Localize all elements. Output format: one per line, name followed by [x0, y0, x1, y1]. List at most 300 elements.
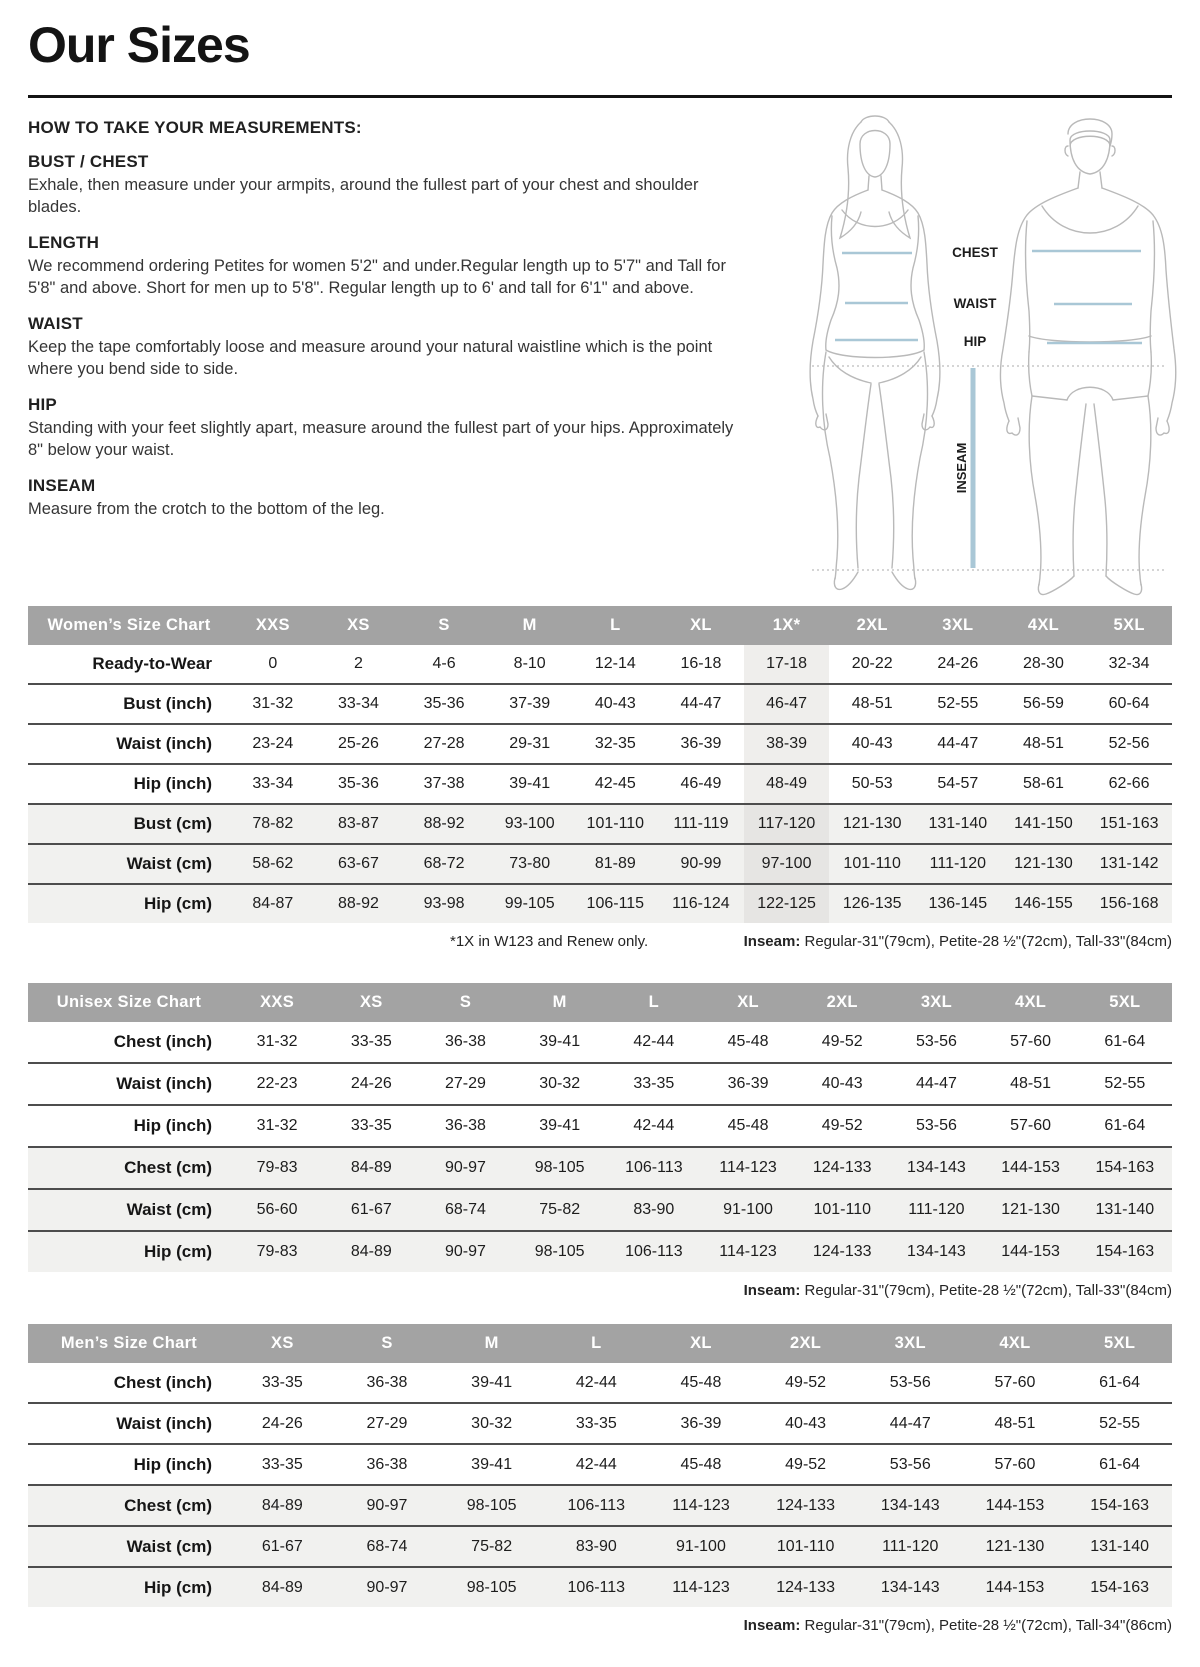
size-cell: 52-55: [1067, 1403, 1172, 1444]
size-cell: 61-64: [1099, 1373, 1141, 1391]
row-label: Chest (cm): [28, 1485, 230, 1526]
size-cell: 106-113: [607, 1147, 701, 1189]
size-cell: 17-18: [744, 645, 830, 684]
size-cell: 40-43: [573, 684, 659, 724]
size-cell: 61-64: [1078, 1105, 1172, 1147]
size-cell: 90-97: [418, 1231, 512, 1272]
size-cell: 40-43: [753, 1403, 858, 1444]
table-row: [28, 1403, 1172, 1444]
size-cell: 90-97: [335, 1567, 440, 1607]
column-header: XXS: [230, 606, 316, 645]
size-cell: 117-120: [744, 804, 830, 844]
size-cell: 68-74: [335, 1526, 440, 1567]
size-cell: 39-41: [439, 1444, 544, 1485]
size-cell: 30-32: [439, 1403, 544, 1444]
mens-table: [28, 1324, 1172, 1607]
column-header: 3XL: [889, 983, 983, 1022]
size-cell: 84-89: [324, 1147, 418, 1189]
size-cell: 68-72: [401, 844, 487, 884]
womens-table: [28, 606, 1172, 923]
column-header: XXS: [230, 983, 324, 1022]
size-cell: 33-34: [316, 684, 402, 724]
table-row: [28, 645, 1172, 684]
row-label: Hip (cm): [28, 1231, 230, 1272]
size-cell: 97-100: [744, 844, 830, 884]
size-cell: 124-133: [795, 1147, 889, 1189]
size-cell: 0: [268, 655, 278, 672]
page-title: Our Sizes: [28, 17, 250, 73]
table-row: [28, 724, 1172, 764]
size-cell: 101-110: [829, 844, 915, 884]
size-table-womens: [28, 606, 1172, 953]
size-cell: 40-43: [829, 724, 915, 764]
size-cell: 42-44: [607, 1105, 701, 1147]
column-header: 2XL: [829, 606, 915, 645]
table-row: [28, 1105, 1172, 1147]
column-header: 2XL: [753, 1324, 858, 1363]
size-cell: 57-60: [994, 1373, 1036, 1391]
section-length: [28, 233, 752, 300]
column-header: 5XL: [1078, 983, 1172, 1022]
size-cell: 38-39: [744, 724, 830, 764]
section-heading: HIP: [28, 394, 57, 414]
column-header: M: [513, 983, 607, 1022]
measurement-instructions: [28, 118, 752, 520]
column-header: S: [401, 606, 487, 645]
size-cell: 62-66: [1086, 764, 1172, 804]
size-cell: 88-92: [316, 884, 402, 923]
waist-label: WAIST: [953, 296, 997, 311]
size-cell: 75-82: [513, 1189, 607, 1231]
size-cell: 91-100: [649, 1526, 754, 1567]
size-cell: 114-123: [701, 1147, 795, 1189]
size-cell: 49-52: [795, 1105, 889, 1147]
size-cell: 84-89: [230, 1567, 335, 1607]
size-cell: 54-57: [915, 764, 1001, 804]
size-cell: 114-123: [701, 1231, 795, 1272]
size-table-mens: [28, 1324, 1172, 1637]
size-cell: 144-153: [963, 1485, 1068, 1526]
row-label: Chest (cm): [28, 1147, 230, 1189]
size-cell: 136-145: [915, 884, 1001, 923]
size-cell: 33-35: [544, 1403, 649, 1444]
size-cell: 53-56: [889, 1373, 931, 1391]
size-cell: 44-47: [915, 724, 1001, 764]
size-cell: 98-105: [439, 1567, 544, 1607]
footnote-inseam: [744, 1282, 1172, 1299]
row-label: Waist (cm): [28, 1526, 230, 1567]
size-cell: 33-35: [607, 1063, 701, 1105]
size-cell: 61-64: [1104, 1033, 1146, 1050]
footnote-row: [28, 933, 1172, 953]
size-cell: 45-48: [649, 1444, 754, 1485]
size-cell: 121-130: [1001, 844, 1087, 884]
size-cell: 37-38: [401, 764, 487, 804]
size-cell: 121-130: [984, 1189, 1078, 1231]
size-cell: 57-60: [963, 1444, 1068, 1485]
column-header: 4XL: [963, 1324, 1068, 1363]
section-inseam: [28, 476, 752, 521]
size-cell: 111-120: [889, 1189, 983, 1231]
size-cell: 46-49: [658, 764, 744, 804]
size-table-unisex: [28, 983, 1172, 1302]
footnote-row: [28, 1617, 1172, 1637]
section-body: Keep the tape comfortably loose and measure around your natural waistline which is the point where you bend side to side.: [28, 337, 713, 378]
section-heading: INSEAM: [28, 475, 96, 495]
size-cell: 98-105: [513, 1231, 607, 1272]
footnote-inseam-label: Inseam:: [743, 1282, 801, 1299]
size-cell: 12-14: [594, 655, 636, 672]
size-cell: 44-47: [858, 1403, 963, 1444]
size-cell: 131-140: [915, 804, 1001, 844]
size-cell: 124-133: [795, 1231, 889, 1272]
size-cell: 90-97: [335, 1485, 440, 1526]
column-header: XS: [316, 606, 402, 645]
size-cell: 106-113: [544, 1485, 649, 1526]
size-cell: 134-143: [889, 1231, 983, 1272]
footnote-row: [28, 1282, 1172, 1302]
size-cell: 36-39: [701, 1063, 795, 1105]
size-cell: 52-55: [1078, 1063, 1172, 1105]
size-cell: 36-38: [445, 1033, 486, 1050]
size-cell: 114-123: [649, 1485, 754, 1526]
size-cell: 36-38: [366, 1373, 408, 1391]
size-cell: 27-29: [418, 1063, 512, 1105]
size-cell: 53-56: [858, 1444, 963, 1485]
size-cell: 61-67: [230, 1526, 335, 1567]
size-cell: 36-39: [658, 724, 744, 764]
size-cell: 48-51: [1001, 724, 1087, 764]
size-cell: 39-41: [513, 1105, 607, 1147]
row-label: Waist (inch): [28, 1063, 230, 1105]
size-cell: 154-163: [1078, 1231, 1172, 1272]
table-row: [28, 844, 1172, 884]
size-cell: 68-74: [418, 1189, 512, 1231]
woman-figure: [810, 116, 940, 589]
size-cell: 48-51: [829, 684, 915, 724]
column-header: L: [544, 1324, 649, 1363]
size-cell: 49-52: [821, 1033, 863, 1050]
column-header: L: [573, 606, 659, 645]
row-label: Bust (inch): [28, 684, 230, 724]
size-cell: 111-120: [858, 1526, 963, 1567]
size-cell: 83-90: [607, 1189, 701, 1231]
size-cell: 56-59: [1001, 684, 1087, 724]
size-cell: 24-26: [937, 655, 979, 672]
size-cell: 36-38: [335, 1444, 440, 1485]
size-cell: 134-143: [889, 1147, 983, 1189]
table-row: [28, 1189, 1172, 1231]
size-cell: 27-28: [401, 724, 487, 764]
size-cell: 101-110: [753, 1526, 858, 1567]
size-cell: 32-35: [573, 724, 659, 764]
footnote-left: *1X in W123 and Renew only.: [450, 933, 649, 950]
size-cell: 45-48: [727, 1033, 769, 1050]
size-cell: 48-49: [744, 764, 830, 804]
footnote-inseam-label: Inseam:: [743, 1617, 801, 1634]
column-header: 3XL: [915, 606, 1001, 645]
size-cell: 2: [353, 655, 363, 672]
section-heading: LENGTH: [28, 232, 100, 252]
column-header: XL: [649, 1324, 754, 1363]
size-cell: 63-67: [316, 844, 402, 884]
table-title: Women’s Size Chart: [28, 606, 230, 645]
size-cell: 83-90: [544, 1526, 649, 1567]
table-title: Unisex Size Chart: [28, 983, 230, 1022]
table-row: [28, 1231, 1172, 1272]
inseam-label: INSEAM: [954, 442, 969, 494]
size-cell: 4-6: [432, 655, 456, 672]
size-cell: 124-133: [753, 1485, 858, 1526]
column-header: 2XL: [795, 983, 889, 1022]
size-cell: 154-163: [1067, 1567, 1172, 1607]
section-body: Measure from the crotch to the bottom of the leg.: [28, 499, 385, 518]
size-cell: 39-41: [471, 1373, 513, 1391]
table-row: [28, 884, 1172, 923]
size-cell: 61-64: [1067, 1444, 1172, 1485]
column-header: 4XL: [984, 983, 1078, 1022]
size-diagram: [780, 106, 1180, 598]
size-cell: 98-105: [513, 1147, 607, 1189]
size-cell: 42-44: [633, 1033, 675, 1050]
size-cell: 28-30: [1022, 655, 1064, 672]
size-cell: 121-130: [963, 1526, 1068, 1567]
column-header: 3XL: [858, 1324, 963, 1363]
size-cell: 48-51: [984, 1063, 1078, 1105]
measurement-sections: [28, 152, 752, 520]
size-cell: 42-45: [573, 764, 659, 804]
size-cell: 90-97: [418, 1147, 512, 1189]
size-cell: 45-48: [680, 1373, 722, 1391]
column-header: XS: [230, 1324, 335, 1363]
size-cell: 33-35: [350, 1033, 392, 1050]
size-cell: 134-143: [858, 1485, 963, 1526]
size-cell: 40-43: [795, 1063, 889, 1105]
size-cell: 31-32: [230, 1105, 324, 1147]
size-cell: 24-26: [230, 1403, 335, 1444]
size-cell: 78-82: [230, 804, 316, 844]
size-cell: 79-83: [230, 1231, 324, 1272]
size-cell: 27-29: [335, 1403, 440, 1444]
size-cell: 131-140: [1067, 1526, 1172, 1567]
size-cell: 134-143: [858, 1567, 963, 1607]
table-row: [28, 684, 1172, 724]
section-waist: [28, 314, 752, 381]
size-cell: 35-36: [401, 684, 487, 724]
size-cell: 151-163: [1086, 804, 1172, 844]
size-cell: 52-56: [1086, 724, 1172, 764]
size-cell: 33-35: [324, 1105, 418, 1147]
hip-label: HIP: [963, 334, 987, 349]
size-cell: 44-47: [658, 684, 744, 724]
man-figure: [1000, 119, 1175, 595]
section-bust-chest: [28, 152, 752, 219]
size-cell: 42-44: [544, 1444, 649, 1485]
size-cell: 111-120: [915, 844, 1001, 884]
size-cell: 121-130: [829, 804, 915, 844]
section-hip: [28, 395, 752, 462]
table-row: [28, 1567, 1172, 1607]
size-cell: 84-89: [324, 1231, 418, 1272]
row-label: Waist (cm): [28, 1189, 230, 1231]
size-cell: 144-153: [963, 1567, 1068, 1607]
size-cell: 20-22: [851, 655, 893, 672]
size-cell: 144-153: [984, 1147, 1078, 1189]
size-cell: 57-60: [984, 1105, 1078, 1147]
size-cell: 91-100: [701, 1189, 795, 1231]
footnote-inseam-text: Regular-31"(79cm), Petite-28 ½"(72cm), Tall-33"(84cm): [800, 1282, 1172, 1299]
size-cell: 52-55: [915, 684, 1001, 724]
row-label: Ready-to-Wear: [92, 654, 212, 673]
size-cell: 126-135: [829, 884, 915, 923]
figures-illustration: [780, 106, 1180, 598]
footnote-inseam-label: Inseam:: [743, 933, 801, 950]
size-cell: 56-60: [230, 1189, 324, 1231]
section-heading: WAIST: [28, 313, 83, 333]
tables: [28, 606, 1172, 1667]
size-cell: 16-18: [680, 655, 722, 672]
size-cell: 58-61: [1001, 764, 1087, 804]
row-label: Hip (inch): [28, 764, 230, 804]
size-cell: 33-34: [230, 764, 316, 804]
size-cell: 48-51: [963, 1403, 1068, 1444]
size-cell: 146-155: [1001, 884, 1087, 923]
size-cell: 53-56: [915, 1033, 957, 1050]
column-header: M: [439, 1324, 544, 1363]
size-cell: 116-124: [658, 884, 744, 923]
size-cell: 122-125: [744, 884, 830, 923]
size-cell: 141-150: [1001, 804, 1087, 844]
size-cell: 90-99: [658, 844, 744, 884]
size-cell: 25-26: [316, 724, 402, 764]
footnote-inseam-text: Regular-31"(79cm), Petite-28 ½"(72cm), Tall-33"(84cm): [800, 933, 1172, 950]
size-cell: 30-32: [513, 1063, 607, 1105]
column-header: XL: [701, 983, 795, 1022]
size-cell: 42-44: [575, 1373, 617, 1391]
section-body: We recommend ordering Petites for women 5'2" and under.Regular length up to 5'7" and Tall for 5'8" and above. Short for men up to 5'8". Regular length up to 6' and tall for 6'1" and above.: [28, 256, 726, 297]
inseam-bar: [971, 368, 976, 568]
size-cell: 39-41: [539, 1033, 581, 1050]
size-cell: 36-38: [418, 1105, 512, 1147]
column-header: L: [607, 983, 701, 1022]
size-cell: 101-110: [573, 804, 659, 844]
size-cell: 50-53: [829, 764, 915, 804]
column-header: 5XL: [1067, 1324, 1172, 1363]
size-cell: 154-163: [1078, 1147, 1172, 1189]
size-cell: 49-52: [753, 1444, 858, 1485]
title-divider: [28, 95, 1172, 98]
size-cell: 46-47: [744, 684, 830, 724]
size-cell: 53-56: [889, 1105, 983, 1147]
size-cell: 73-80: [487, 844, 573, 884]
size-cell: 83-87: [316, 804, 402, 844]
size-cell: 81-89: [573, 844, 659, 884]
table-row: [28, 1147, 1172, 1189]
row-label: Bust (cm): [28, 804, 230, 844]
table-title: Men’s Size Chart: [28, 1324, 230, 1363]
size-cell: 45-48: [701, 1105, 795, 1147]
table-row: [28, 1022, 1172, 1063]
size-cell: 88-92: [401, 804, 487, 844]
footnote-inseam-text: Regular-31"(79cm), Petite-28 ½"(72cm), Tall-34"(86cm): [800, 1617, 1172, 1634]
size-cell: 93-100: [487, 804, 573, 844]
size-cell: 106-113: [607, 1231, 701, 1272]
table-row: [28, 1063, 1172, 1105]
size-cell: 84-89: [230, 1485, 335, 1526]
size-cell: 49-52: [785, 1373, 827, 1391]
size-cell: 22-23: [230, 1063, 324, 1105]
how-to-heading: HOW TO TAKE YOUR MEASUREMENTS:: [28, 118, 362, 137]
size-cell: 32-34: [1108, 655, 1150, 672]
size-cell: 61-67: [324, 1189, 418, 1231]
size-cell: 154-163: [1067, 1485, 1172, 1526]
table-row: [28, 804, 1172, 844]
size-cell: 57-60: [1010, 1033, 1052, 1050]
section-body: Exhale, then measure under your armpits, around the fullest part of your chest and shoulder blades.: [28, 176, 699, 216]
column-header: XS: [324, 983, 418, 1022]
size-cell: 31-32: [256, 1033, 298, 1050]
inseam-dotted-lines: [812, 366, 1166, 570]
size-cell: 84-87: [230, 884, 316, 923]
row-label: Waist (cm): [28, 844, 230, 884]
size-cell: 93-98: [401, 884, 487, 923]
size-cell: 60-64: [1086, 684, 1172, 724]
column-header: 4XL: [1001, 606, 1087, 645]
row-label: Waist (inch): [28, 1403, 230, 1444]
footnote-inseam: [744, 933, 1172, 950]
section-body: Standing with your feet slightly apart, measure around the fullest part of your hips. Approximately 8" below your waist.: [28, 418, 734, 459]
chest-label: CHEST: [952, 245, 998, 260]
column-header: 5XL: [1086, 606, 1172, 645]
table-row: [28, 764, 1172, 804]
size-cell: 23-24: [230, 724, 316, 764]
column-header: XL: [658, 606, 744, 645]
size-cell: 37-39: [487, 684, 573, 724]
row-label: Hip (inch): [28, 1105, 230, 1147]
table-row: [28, 1363, 1172, 1403]
size-cell: 114-123: [649, 1567, 754, 1607]
footnote-inseam: [744, 1617, 1172, 1634]
size-cell: 101-110: [795, 1189, 889, 1231]
size-cell: 124-133: [753, 1567, 858, 1607]
column-header: M: [487, 606, 573, 645]
size-cell: 131-142: [1086, 844, 1172, 884]
row-label: Chest (inch): [113, 1032, 212, 1051]
size-cell: 144-153: [984, 1231, 1078, 1272]
size-cell: 106-115: [573, 884, 659, 923]
size-cell: 35-36: [316, 764, 402, 804]
size-cell: 39-41: [487, 764, 573, 804]
table-row: [28, 1485, 1172, 1526]
table-row: [28, 1526, 1172, 1567]
size-cell: 33-35: [230, 1444, 335, 1485]
size-cell: 58-62: [230, 844, 316, 884]
size-cell: 99-105: [487, 884, 573, 923]
row-label: Hip (cm): [28, 884, 230, 923]
size-cell: 131-140: [1078, 1189, 1172, 1231]
size-cell: 156-168: [1086, 884, 1172, 923]
row-label: Hip (cm): [28, 1567, 230, 1607]
column-header: 1X*: [744, 606, 830, 645]
size-cell: 98-105: [439, 1485, 544, 1526]
size-cell: 24-26: [324, 1063, 418, 1105]
size-cell: 75-82: [439, 1526, 544, 1567]
table-row: [28, 1444, 1172, 1485]
row-label: Waist (inch): [28, 724, 230, 764]
size-cell: 31-32: [230, 684, 316, 724]
section-heading: BUST / CHEST: [28, 152, 149, 171]
size-cell: 79-83: [230, 1147, 324, 1189]
